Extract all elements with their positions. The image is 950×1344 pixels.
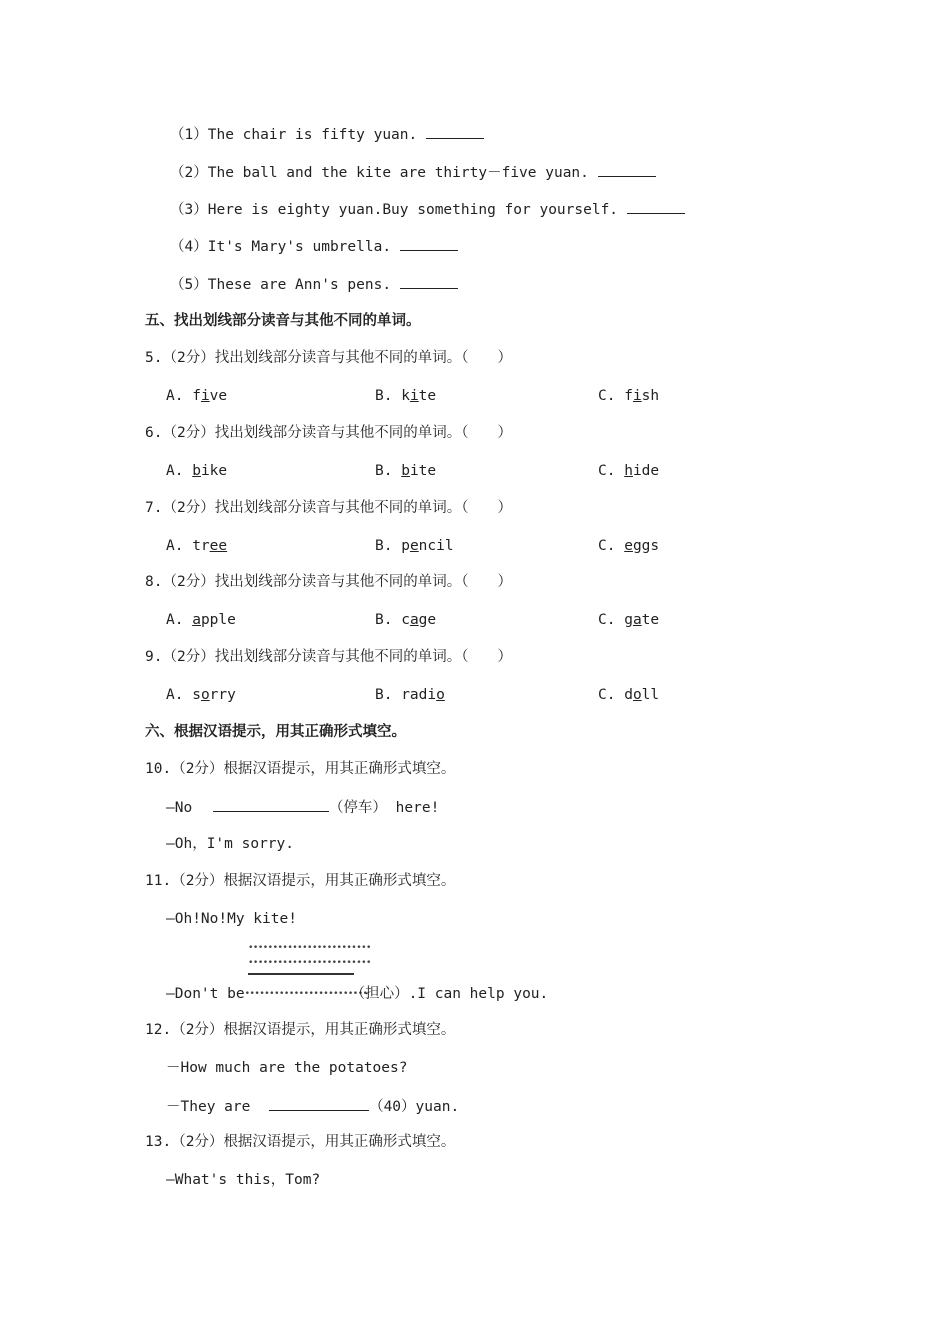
q11-line1: —Oh!No!My kite! [166, 911, 297, 927]
dotted-line: ••••••••••••••••••••••••• [248, 958, 371, 968]
question-6: 6.（2分）找出划线部分读音与其他不同的单词。（ ） [145, 425, 512, 441]
answer-blank[interactable] [598, 162, 656, 177]
option-a[interactable]: A. bike [166, 463, 228, 479]
option-a[interactable]: A. sorry [166, 687, 236, 703]
question-7: 7.（2分）找出划线部分读音与其他不同的单词。（ ） [145, 500, 512, 516]
s4-item-1: （1）The chair is fifty yuan. [170, 124, 484, 145]
section5-heading: 五、找出划线部分读音与其他不同的单词。 [145, 313, 421, 329]
option-c[interactable]: C. eggs [598, 538, 660, 554]
option-a[interactable]: A. tree [166, 538, 228, 554]
option-b[interactable]: B. radio [375, 687, 445, 703]
s4-item-2: （2）The ball and the kite are thirty－five yuan. [170, 162, 656, 183]
question-5: 5.（2分）找出划线部分读音与其他不同的单词。（ ） [145, 350, 512, 366]
blank-stack [248, 942, 371, 975]
question-11: 11.（2分）根据汉语提示，用其正确形式填空。 [145, 873, 456, 889]
answer-blank[interactable] [248, 973, 354, 975]
option-b[interactable]: B. pencil [375, 538, 454, 554]
question-13: 13.（2分）根据汉语提示，用其正确形式填空。 [145, 1134, 456, 1150]
question-10: 10.（2分）根据汉语提示，用其正确形式填空。 [145, 761, 456, 777]
option-c[interactable]: C. hide [598, 463, 660, 479]
answer-blank[interactable] [213, 797, 329, 812]
section6-heading: 六、根据汉语提示，用其正确形式填空。 [145, 724, 406, 740]
q12-line2: －They are （40）yuan. [166, 1096, 459, 1117]
question-8: 8.（2分）找出划线部分读音与其他不同的单词。（ ） [145, 574, 512, 590]
question-9: 9.（2分）找出划线部分读音与其他不同的单词。（ ） [145, 649, 512, 665]
answer-blank[interactable] [426, 124, 484, 139]
option-b[interactable]: B. cage [375, 612, 437, 628]
q10-line2: —Oh，I'm sorry. [166, 836, 294, 852]
q11-line2: —Don't be•••••••••••••••••••••••••（担心）.I can help you. [166, 986, 549, 1002]
answer-blank[interactable] [627, 199, 685, 214]
s4-item-4: （4）It's Mary's umbrella. [170, 236, 458, 257]
q13-line1: —What's this，Tom? [166, 1172, 321, 1188]
option-b[interactable]: B. bite [375, 463, 437, 479]
option-a[interactable]: A. five [166, 388, 228, 404]
dotted-line: ••••••••••••••••••••••••• [244, 989, 368, 999]
option-c[interactable]: C. fish [598, 388, 660, 404]
option-c[interactable]: C. gate [598, 612, 660, 628]
q12-line1: －How much are the potatoes? [166, 1060, 408, 1076]
option-c[interactable]: C. doll [598, 687, 660, 703]
s4-item-3: （3）Here is eighty yuan.Buy something for yourself. [170, 199, 685, 220]
question-12: 12.（2分）根据汉语提示，用其正确形式填空。 [145, 1022, 456, 1038]
q10-line1: —No （停车） here! [166, 797, 439, 818]
answer-blank[interactable] [400, 274, 458, 289]
answer-blank[interactable] [269, 1096, 369, 1111]
dotted-line: ••••••••••••••••••••••••• [248, 943, 371, 953]
s4-item-5: （5）These are Ann's pens. [170, 274, 458, 295]
option-a[interactable]: A. apple [166, 612, 236, 628]
answer-blank[interactable] [400, 236, 458, 251]
option-b[interactable]: B. kite [375, 388, 437, 404]
